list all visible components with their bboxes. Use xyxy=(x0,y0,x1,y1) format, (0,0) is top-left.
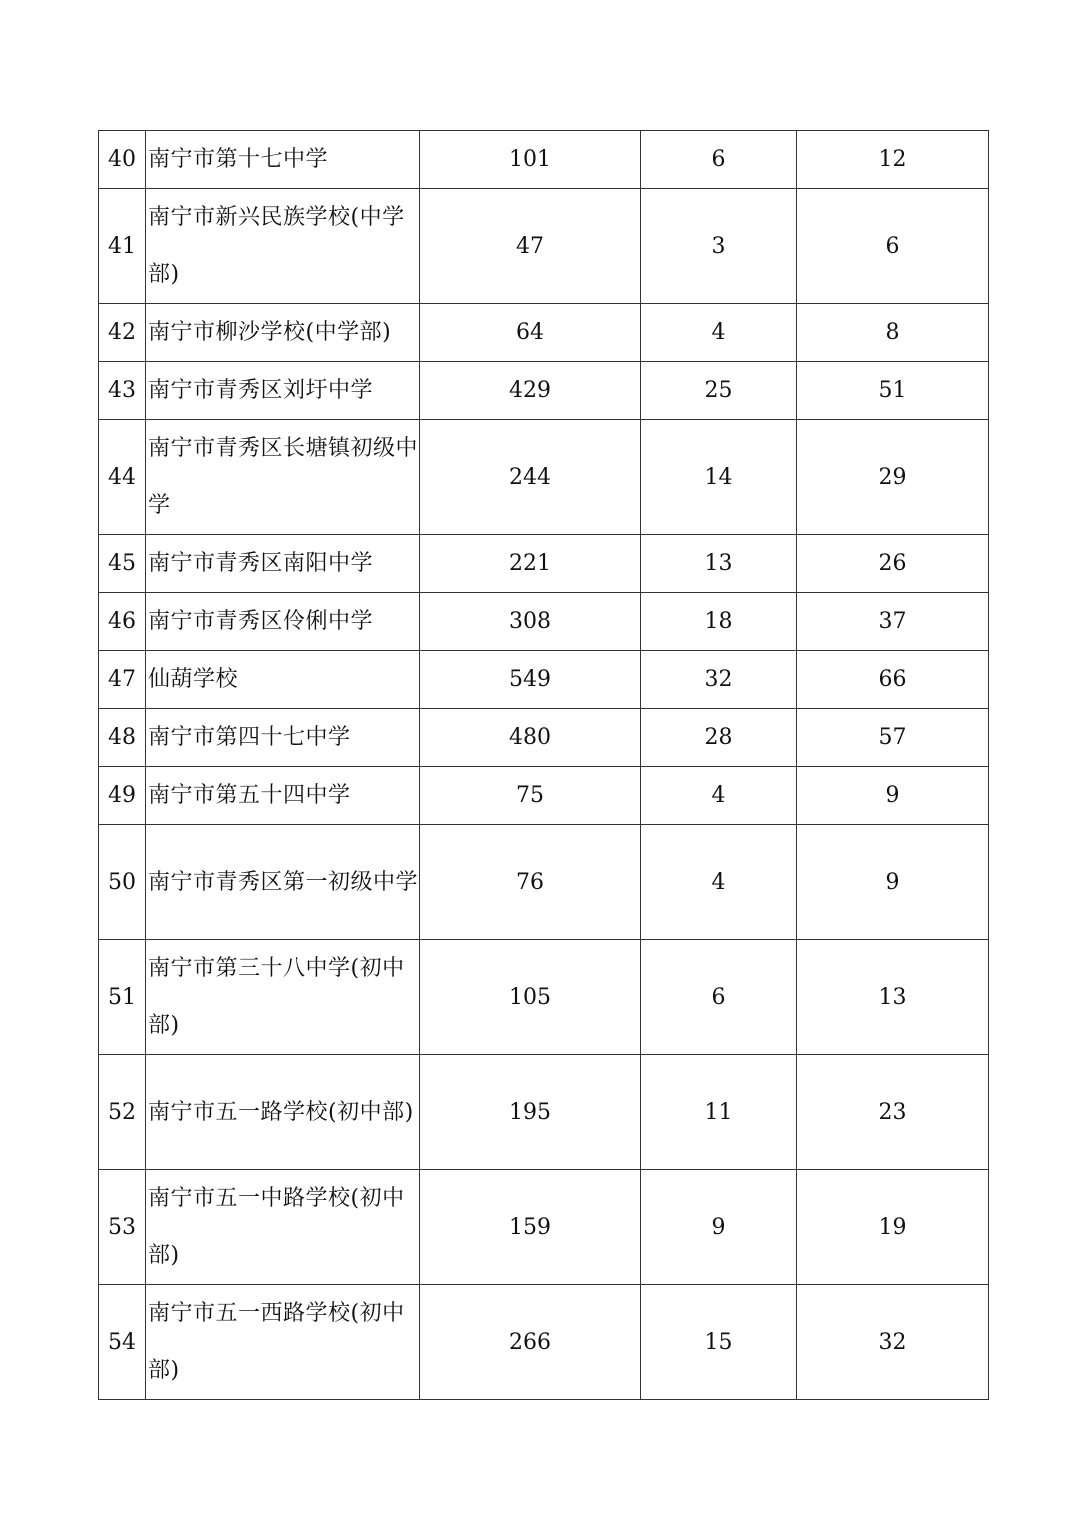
table-row xyxy=(99,420,989,535)
value-col-2: 6 xyxy=(641,131,797,189)
school-name: 南宁市青秀区长塘镇初级中学 xyxy=(146,420,420,535)
school-name: 南宁市青秀区伶俐中学 xyxy=(146,593,420,651)
table-row xyxy=(99,651,989,709)
value-col-3: 37 xyxy=(797,593,989,651)
value-col-2: 4 xyxy=(641,304,797,362)
table-row xyxy=(99,535,989,593)
school-name: 南宁市青秀区刘圩中学 xyxy=(146,362,420,420)
row-number: 41 xyxy=(99,189,146,304)
value-col-3: 9 xyxy=(797,767,989,825)
value-col-3: 12 xyxy=(797,131,989,189)
value-col-3: 23 xyxy=(797,1055,989,1170)
value-col-3: 57 xyxy=(797,709,989,767)
value-col-3: 13 xyxy=(797,940,989,1055)
value-col-1: 159 xyxy=(420,1170,641,1285)
value-col-1: 266 xyxy=(420,1285,641,1400)
value-col-1: 549 xyxy=(420,651,641,709)
row-number: 53 xyxy=(99,1170,146,1285)
row-number: 43 xyxy=(99,362,146,420)
value-col-3: 19 xyxy=(797,1170,989,1285)
school-name: 南宁市第五十四中学 xyxy=(146,767,420,825)
value-col-2: 4 xyxy=(641,767,797,825)
value-col-1: 105 xyxy=(420,940,641,1055)
value-col-2: 18 xyxy=(641,593,797,651)
value-col-3: 32 xyxy=(797,1285,989,1400)
value-col-1: 47 xyxy=(420,189,641,304)
table-row xyxy=(99,1285,989,1400)
school-name: 南宁市五一西路学校(初中部) xyxy=(146,1285,420,1400)
row-number: 48 xyxy=(99,709,146,767)
school-name: 南宁市五一中路学校(初中部) xyxy=(146,1170,420,1285)
table-row xyxy=(99,362,989,420)
quota-table-body xyxy=(99,131,989,1400)
value-col-2: 3 xyxy=(641,189,797,304)
value-col-2: 15 xyxy=(641,1285,797,1400)
value-col-2: 28 xyxy=(641,709,797,767)
school-name: 南宁市五一路学校(初中部) xyxy=(146,1055,420,1170)
value-col-1: 101 xyxy=(420,131,641,189)
value-col-1: 64 xyxy=(420,304,641,362)
row-number: 47 xyxy=(99,651,146,709)
value-col-2: 25 xyxy=(641,362,797,420)
value-col-3: 8 xyxy=(797,304,989,362)
value-col-2: 32 xyxy=(641,651,797,709)
table-row xyxy=(99,304,989,362)
school-name: 南宁市第三十八中学(初中部) xyxy=(146,940,420,1055)
table-row xyxy=(99,1170,989,1285)
table-row xyxy=(99,940,989,1055)
table-row xyxy=(99,189,989,304)
row-number: 46 xyxy=(99,593,146,651)
value-col-1: 75 xyxy=(420,767,641,825)
table-row xyxy=(99,131,989,189)
school-name: 南宁市青秀区第一初级中学 xyxy=(146,825,420,940)
value-col-2: 6 xyxy=(641,940,797,1055)
value-col-1: 221 xyxy=(420,535,641,593)
school-name: 南宁市柳沙学校(中学部) xyxy=(146,304,420,362)
table-row xyxy=(99,1055,989,1170)
table-row xyxy=(99,709,989,767)
value-col-1: 480 xyxy=(420,709,641,767)
value-col-3: 26 xyxy=(797,535,989,593)
row-number: 45 xyxy=(99,535,146,593)
table-row xyxy=(99,767,989,825)
value-col-3: 66 xyxy=(797,651,989,709)
school-name: 仙葫学校 xyxy=(146,651,420,709)
value-col-1: 195 xyxy=(420,1055,641,1170)
row-number: 40 xyxy=(99,131,146,189)
school-name: 南宁市新兴民族学校(中学部) xyxy=(146,189,420,304)
value-col-2: 4 xyxy=(641,825,797,940)
school-name: 南宁市青秀区南阳中学 xyxy=(146,535,420,593)
row-number: 49 xyxy=(99,767,146,825)
row-number: 54 xyxy=(99,1285,146,1400)
school-name: 南宁市第十七中学 xyxy=(146,131,420,189)
value-col-2: 14 xyxy=(641,420,797,535)
value-col-1: 308 xyxy=(420,593,641,651)
row-number: 44 xyxy=(99,420,146,535)
value-col-1: 244 xyxy=(420,420,641,535)
table-row xyxy=(99,593,989,651)
value-col-2: 13 xyxy=(641,535,797,593)
row-number: 50 xyxy=(99,825,146,940)
value-col-3: 6 xyxy=(797,189,989,304)
row-number: 52 xyxy=(99,1055,146,1170)
quota-table xyxy=(98,130,989,1400)
value-col-2: 11 xyxy=(641,1055,797,1170)
value-col-3: 9 xyxy=(797,825,989,940)
value-col-2: 9 xyxy=(641,1170,797,1285)
value-col-1: 76 xyxy=(420,825,641,940)
value-col-1: 429 xyxy=(420,362,641,420)
value-col-3: 29 xyxy=(797,420,989,535)
row-number: 51 xyxy=(99,940,146,1055)
value-col-3: 51 xyxy=(797,362,989,420)
table-row xyxy=(99,825,989,940)
row-number: 42 xyxy=(99,304,146,362)
school-name: 南宁市第四十七中学 xyxy=(146,709,420,767)
